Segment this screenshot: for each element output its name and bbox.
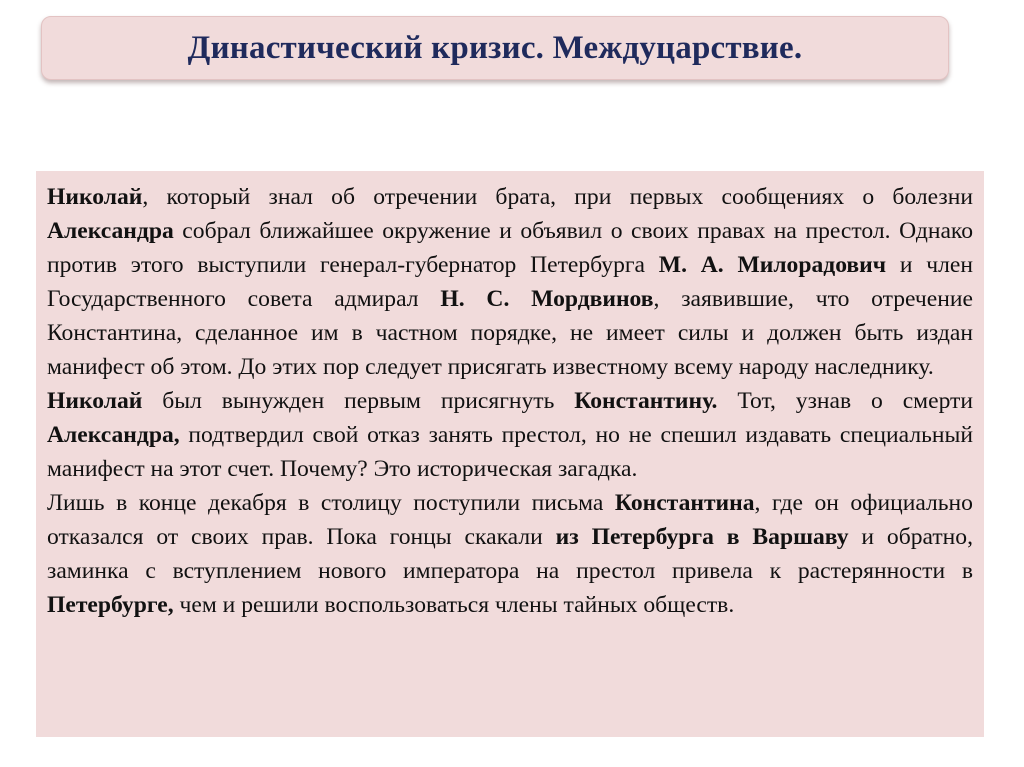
text-run: Тот, узнав о смерти [717, 388, 973, 414]
text-bold: Н. С. Мордвинов [440, 286, 654, 312]
text-run: был вынужден первым присягнуть [142, 388, 575, 414]
paragraph-2 [47, 384, 973, 486]
text-run: , который знал об отречении брата, при первых сообщениях о болезни [142, 184, 973, 210]
text-bold: Николай [47, 388, 143, 414]
text-bold: Александра [47, 218, 174, 244]
text-run: и член Государственного совета адмирал [47, 252, 973, 312]
title-banner [41, 16, 949, 80]
text-run: Лишь в конце декабря в столицу поступили письма [47, 490, 615, 516]
text-panel [36, 171, 984, 737]
text-bold: Константину. [574, 388, 718, 414]
text-run: чем и решили воспользоваться члены тайных обществ. [173, 592, 735, 618]
text-run: , где он официально отказался от своих прав. Пока гонцы скакали [47, 490, 973, 550]
text-bold: М. А. Милорадович [658, 252, 887, 278]
slide-title: Династический кризис. Междуцарствие. [187, 29, 803, 66]
text-bold: Константина [614, 490, 755, 516]
text-run: , заявившие, что отречение Константина, сделанное им в частном порядке, не имеет силы и должен быть издан манифест об этом. До этих пор следует присягать известному всему народу наследнику. [47, 286, 973, 380]
text-run: и обратно, заминка с вступлением нового императора на престол привела к растерянности в [47, 524, 973, 584]
text-bold: Николай [47, 184, 143, 210]
text-run: подтвердил свой отказ занять престол, но не спешил издавать специальный манифест на этот счет. Почему? Это историческая загадка. [47, 422, 973, 482]
paragraph-3 [47, 486, 973, 622]
paragraph-1 [47, 180, 973, 384]
text-bold: Александра, [47, 422, 180, 448]
text-bold: Петербурге, [47, 592, 174, 618]
text-bold: из Петербурга в Варшаву [555, 524, 849, 550]
text-run: собрал ближайшее окружение и объявил о своих правах на престол. Однако против этого выступили генерал-губернатор Петербурга [47, 218, 973, 278]
